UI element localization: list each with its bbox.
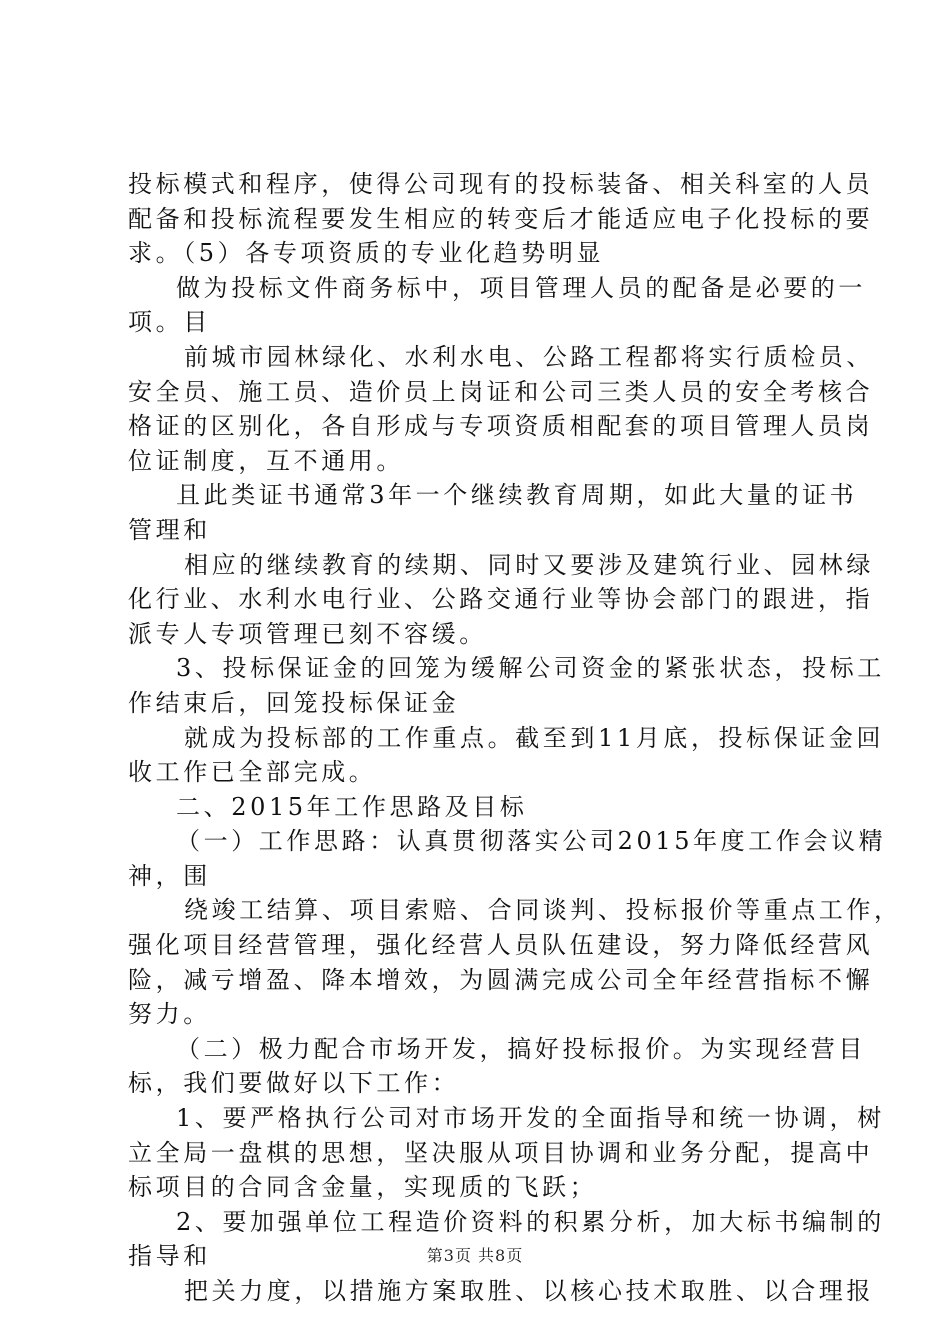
text-line: 化行业、水利水电行业、公路交通行业等协会部门的跟进，指 (128, 585, 874, 614)
text-line: 3、投标保证金的回笼为缓解公司资金的紧张状态，投标工 (176, 654, 885, 683)
text-line: 2、要加强单位工程造价资料的积累分析，加大标书编制的 (176, 1207, 885, 1236)
text-line: 管理和 (128, 515, 211, 544)
text-line: 且此类证书通常3年一个继续教育周期，如此大量的证书 (176, 481, 858, 510)
page-number-footer: 第3页 共8页 (426, 1246, 524, 1265)
text-line: 努力。 (128, 1000, 211, 1029)
text-line: 作结束后，回笼投标保证金 (128, 688, 460, 717)
text-line: 安全员、施工员、造价员上岗证和公司三类人员的安全考核合 (128, 377, 874, 406)
text-line: 求。（5）各专项资质的专业化趋势明显 (128, 239, 605, 268)
text-line: 收工作已全部完成。 (128, 758, 377, 787)
text-line: 把关力度，以措施方案取胜、以核心技术取胜、以合理报 (184, 1277, 874, 1305)
text-line: 投标模式和程序，使得公司现有的投标装备、相关科室的人员 (128, 170, 874, 198)
section-heading: 二、2015年工作思路及目标 (176, 792, 528, 821)
text-line: 就成为投标部的工作重点。截至到11月底，投标保证金回 (184, 723, 885, 752)
text-line: 险，减亏增盈、降本增效，为圆满完成公司全年经营指标不懈 (128, 965, 874, 994)
text-line: 相应的继续教育的续期、同时又要涉及建筑行业、园林绿 (184, 550, 874, 579)
text-line: 立全局一盘棋的思想，坚决服从项目协调和业务分配，提高中 (128, 1138, 874, 1167)
text-line: 神，围 (128, 861, 211, 890)
text-line: 格证的区别化，各自形成与专项资质相配套的项目管理人员岗 (128, 412, 874, 441)
text-line: 派专人专项管理已刻不容缓。 (128, 619, 487, 648)
text-line: 前城市园林绿化、水利水电、公路工程都将实行质检员、 (184, 342, 874, 371)
text-line: 位证制度，互不通用。 (128, 446, 404, 475)
text-line: 绕竣工结算、项目索赔、合同谈判、投标报价等重点工作， (184, 896, 902, 925)
text-line: 项。目 (128, 308, 211, 337)
text-line: 标，我们要做好以下工作： (128, 1069, 460, 1098)
text-line: 做为投标文件商务标中，项目管理人员的配备是必要的一 (176, 273, 866, 302)
text-line: 1、要严格执行公司对市场开发的全面指导和统一协调，树 (176, 1104, 885, 1133)
text-line: 标项目的合同含金量，实现质的飞跃； (128, 1173, 598, 1202)
text-line: 强化项目经营管理，强化经营人员队伍建设，努力降低经营风 (128, 931, 874, 960)
text-line: 配备和投标流程要发生相应的转变后才能适应电子化投标的要 (128, 204, 874, 233)
text-line: 指导和 (128, 1242, 211, 1271)
text-line: （二）极力配合市场开发，搞好投标报价。为实现经营目 (176, 1034, 866, 1063)
document-body (128, 167, 902, 1309)
text-line: （一）工作思路：认真贯彻落实公司2015年度工作会议精 (176, 827, 887, 856)
